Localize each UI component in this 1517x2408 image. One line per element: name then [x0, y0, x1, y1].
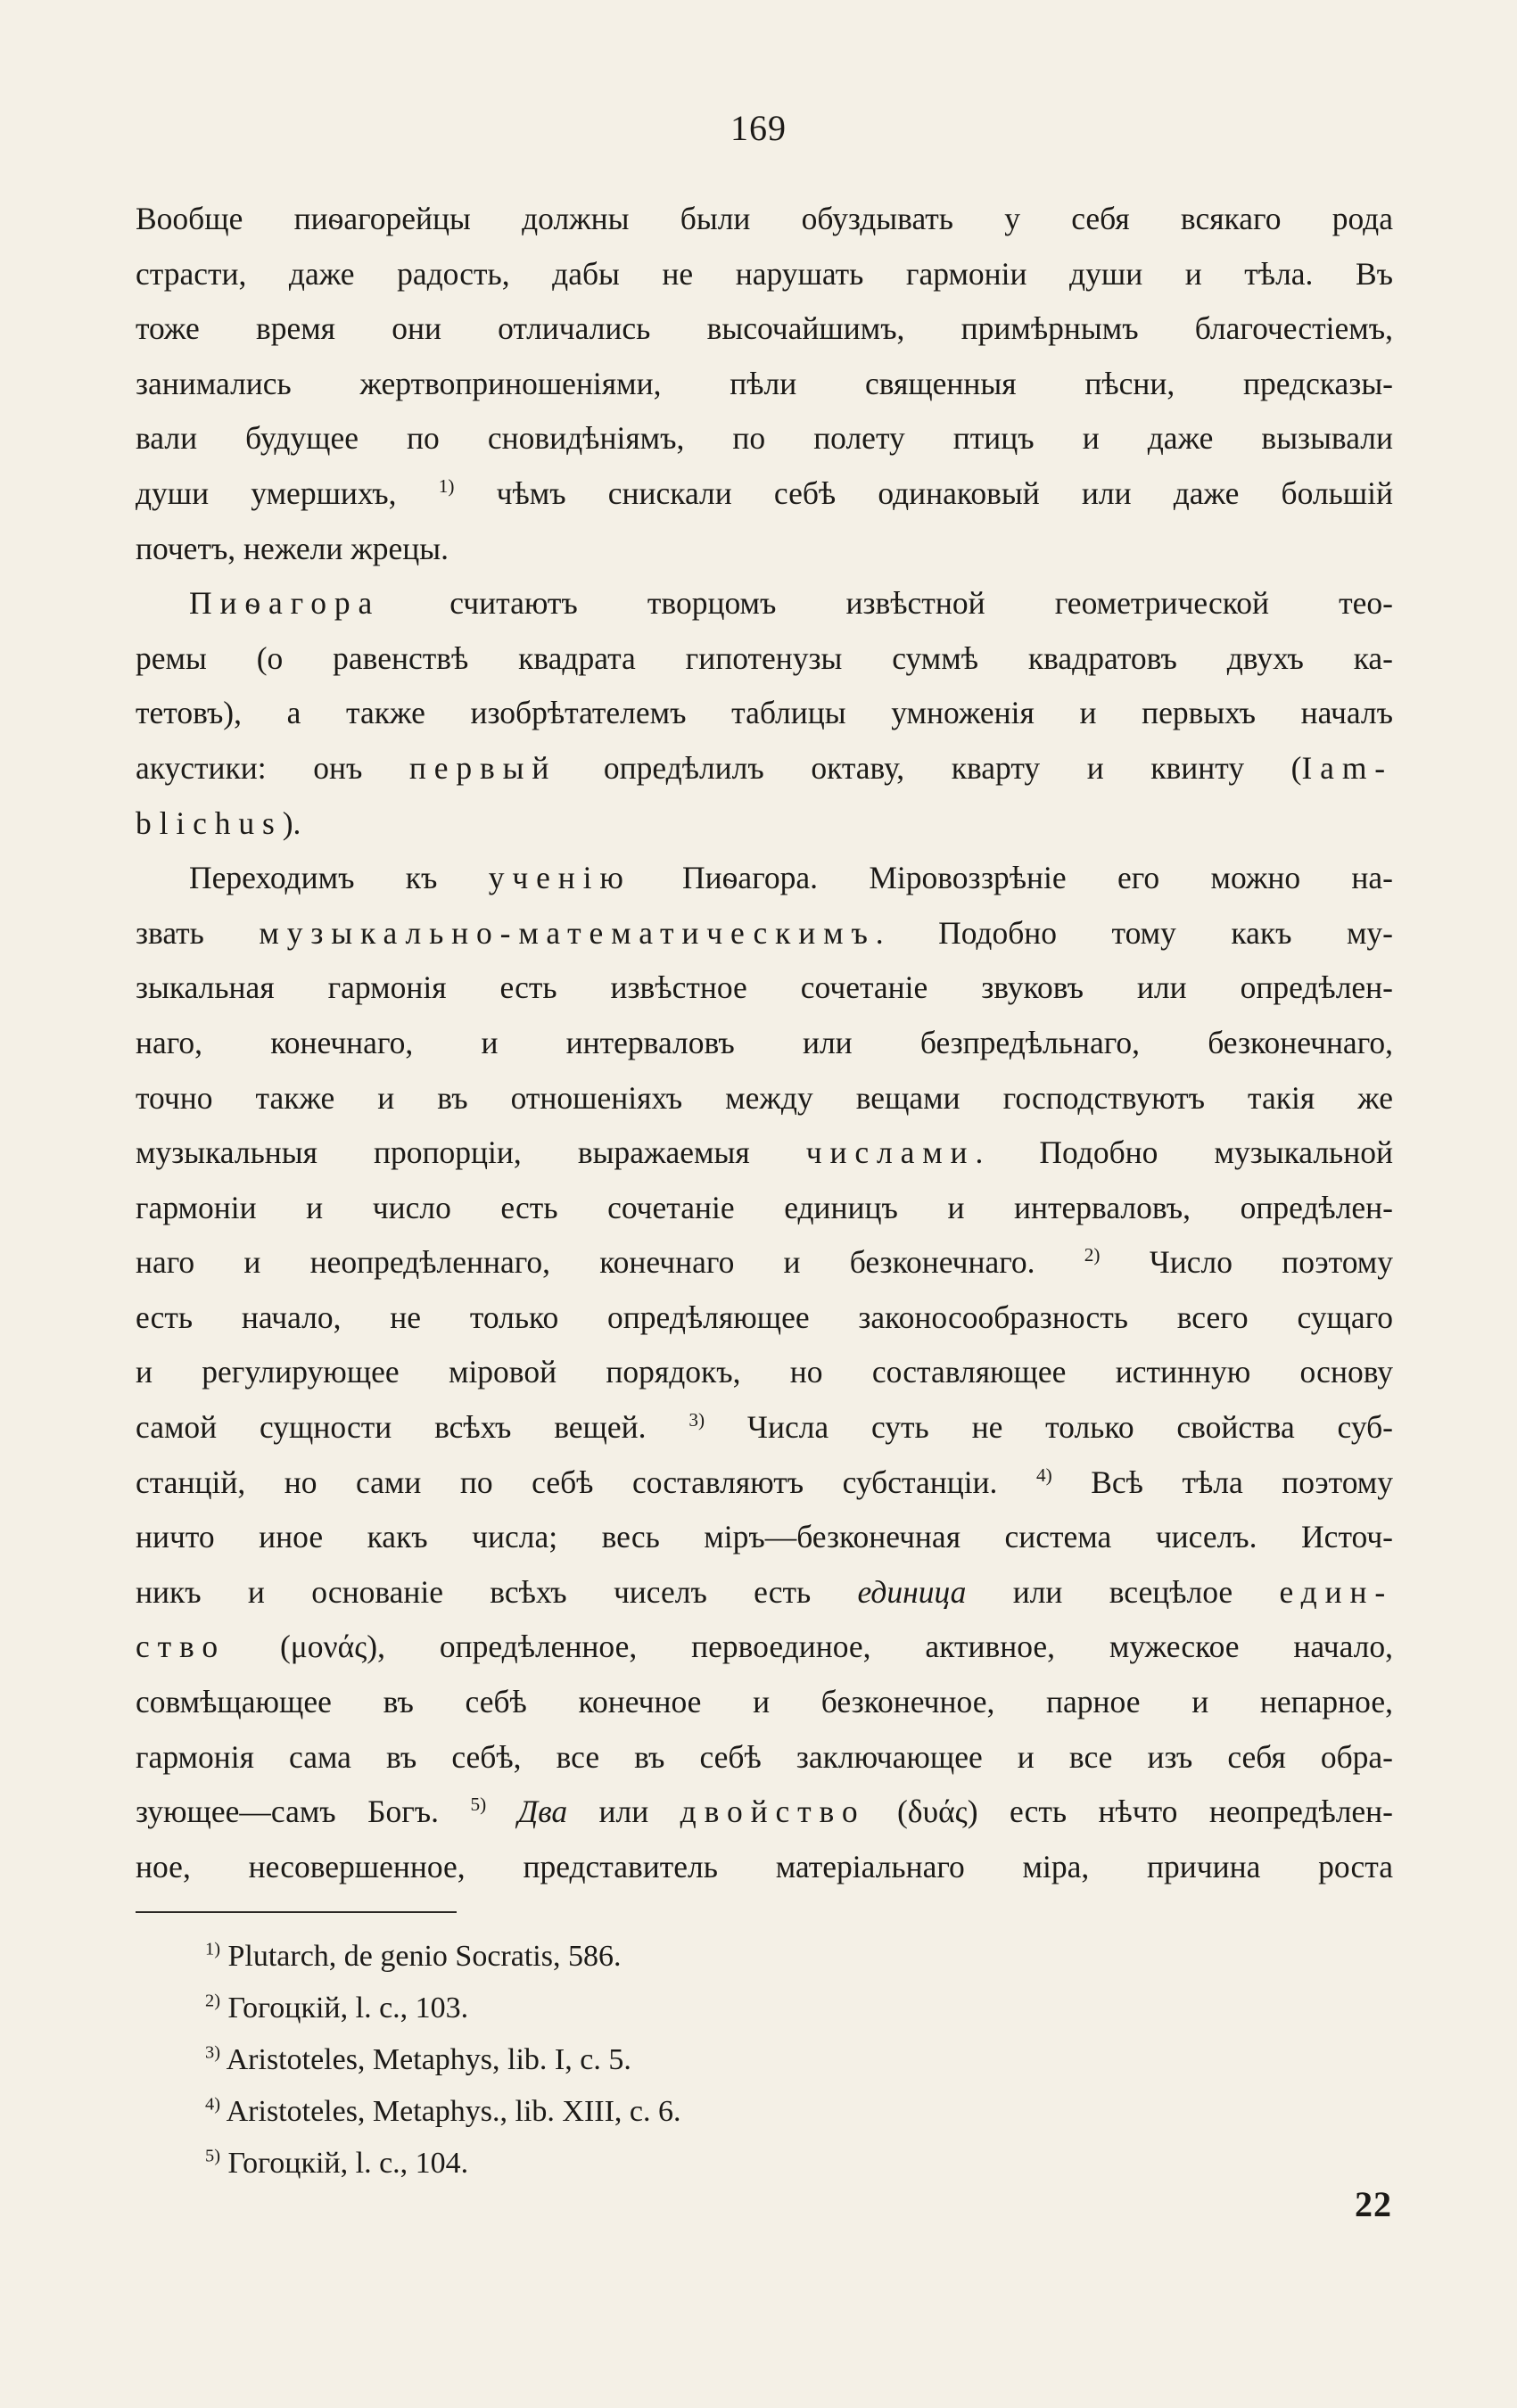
signature-mark: 22 [1355, 2184, 1392, 2224]
text-line: наго, конечнаго, и интерваловъ или безпредѣльнаго, безконечнаго, [136, 1024, 1393, 1060]
footnote-ref: 4) [1035, 1464, 1052, 1486]
footnote [205, 2138, 1275, 2189]
text-line: души умершихъ, $^{1)}$ чѣмъ снискали себѣ одинаковый или даже большій [136, 474, 1393, 511]
text-line: никъ и основаніе всѣхъ чиселъ есть единица или всецѣлое един- [136, 1573, 1394, 1610]
spaced-name: Пиѳагора [189, 585, 381, 622]
footnote-mark: 2) [205, 1991, 220, 2011]
italic-term: единица [857, 1573, 967, 1610]
footnote [205, 1931, 1275, 1983]
footnote-ref: 3) [688, 1409, 705, 1431]
text-line: гармоніи и число есть сочетаніе единицъ и интерваловъ, опредѣлен- [136, 1189, 1393, 1225]
text-line: станцій, но сами по себѣ составляютъ субстанціи. $^{4)}$ Всѣ тѣла поэтому [136, 1464, 1393, 1500]
footnote-ref: 1) [438, 475, 455, 498]
spaced-emphasis: ученію [488, 860, 631, 896]
spaced-emphasis: числами [805, 1134, 976, 1171]
footnote-text: Гогоцкій, l. c., 104. [227, 2147, 469, 2180]
footnote-ref: 2) [1084, 1244, 1101, 1266]
text-line: зующее—самъ Богъ. $^{5)}$ Два или двойство (δυάς) есть нѣчто неопредѣлен- [136, 1794, 1394, 1830]
footnote-text: Aristoteles, Metaphys., lib. XIII, c. 6. [226, 2095, 681, 2128]
footnote-text: Plutarch, de genio Socratis, 586. [227, 1940, 622, 1973]
footnote [205, 2034, 1275, 2086]
text-line: акустики: онъ первый опредѣлилъ октаву, кварту и квинту (Iam- [136, 749, 1393, 786]
text-line: ремы (о равенствѣ квадрата гипотенузы суммѣ квадратовъ двухъ ка- [136, 639, 1393, 676]
text-line: тетовъ), а также изобрѣтателемъ таблицы умноженія и первыхъ началъ [136, 695, 1393, 731]
footnotes [205, 1931, 1275, 2189]
main-text [136, 192, 1393, 1894]
page-number: 169 [730, 108, 787, 148]
spaced-emphasis: двойство [680, 1794, 866, 1830]
text-line: Переходимъ къ ученію Пиѳагора. Міровоззрѣніе его можно на- [189, 860, 1394, 896]
text-line: Пиѳагора считаютъ творцомъ извѣстной геометрической тео- [189, 585, 1393, 622]
spaced-emphasis: первый [408, 749, 557, 786]
text-line: blichus). [136, 804, 301, 841]
spaced-emphasis: музыкально-математическимъ [259, 914, 876, 951]
text-line: музыкальныя пропорціи, выражаемыя числами. Подобно музыкальной [136, 1134, 1393, 1171]
text-line: самой сущности всѣхъ вещей. $^{3)}$ Числа суть не только свойства суб- [136, 1409, 1393, 1446]
text-line: совмѣщающее въ себѣ конечное и безконечное, парное и непарное, [136, 1684, 1393, 1720]
text-line: занимались жертвоприношеніями, пѣли священныя пѣсни, предсказы- [136, 365, 1393, 401]
footnote-mark: 3) [205, 2042, 220, 2063]
text-line: почетъ, нежели жрецы. [136, 530, 449, 566]
footnote [205, 2086, 1275, 2138]
text-line: наго и неопредѣленнаго, конечнаго и безконечнаго. $^{2)}$ Число поэтому [136, 1244, 1393, 1281]
text-line: Вообще пиѳагорейцы должны были обуздывать у себя всякаго рода [136, 201, 1393, 236]
spaced-emphasis: ство [136, 1629, 227, 1665]
text-line: вали будущее по сновидѣніямъ, по полету птицъ и даже вызывали [136, 420, 1393, 457]
spaced-emphasis: един- [1279, 1573, 1394, 1610]
footnote-text: Aristoteles, Metaphys, lib. I, c. 5. [226, 2043, 631, 2076]
text-line: страсти, даже радость, дабы не нарушать гармоніи души и тѣла. Въ [136, 255, 1393, 292]
footnote-mark: 1) [205, 1939, 220, 1959]
footnote-ref: 5) [470, 1794, 487, 1816]
footnote-mark: 4) [205, 2094, 220, 2115]
text-line: зыкальная гармонія есть извѣстное сочетаніе звуковъ или опредѣлен- [136, 969, 1393, 1006]
italic-term: Два [517, 1794, 568, 1830]
text-line: ство (μονάς), опредѣленное, первоединое, активное, мужеское начало, [136, 1629, 1393, 1665]
text-line: ничто иное какъ числа; весь міръ—безконечная система чиселъ. Источ- [136, 1519, 1393, 1555]
text-line: тоже время они отличались высочайшимъ, примѣрнымъ благочестіемъ, [136, 310, 1393, 347]
text-line: ное, несовершенное, представитель матеріальнаго міра, причина роста [136, 1848, 1393, 1884]
text-line: гармонія сама въ себѣ, все въ себѣ заключающее и все изъ себя обра- [136, 1738, 1393, 1775]
footnote [205, 1983, 1275, 2034]
footnote-divider [136, 1911, 457, 1913]
spaced-name: blichus [136, 804, 283, 841]
text-line: есть начало, не только опредѣляющее законосообразность всего сущаго [136, 1299, 1393, 1335]
footnote-mark: 5) [205, 2146, 220, 2166]
text-line: и регулирующее міровой порядокъ, но составляющее истинную основу [136, 1354, 1393, 1390]
text-line: звать музыкально-математическимъ. Подобно тому какъ му- [136, 914, 1393, 951]
spaced-name: Iam- [1301, 749, 1393, 786]
footnote-text: Гогоцкій, l. c., 103. [227, 1992, 469, 2025]
text-line: точно также и въ отношеніяхъ между вещами господствуютъ такія же [136, 1079, 1393, 1116]
